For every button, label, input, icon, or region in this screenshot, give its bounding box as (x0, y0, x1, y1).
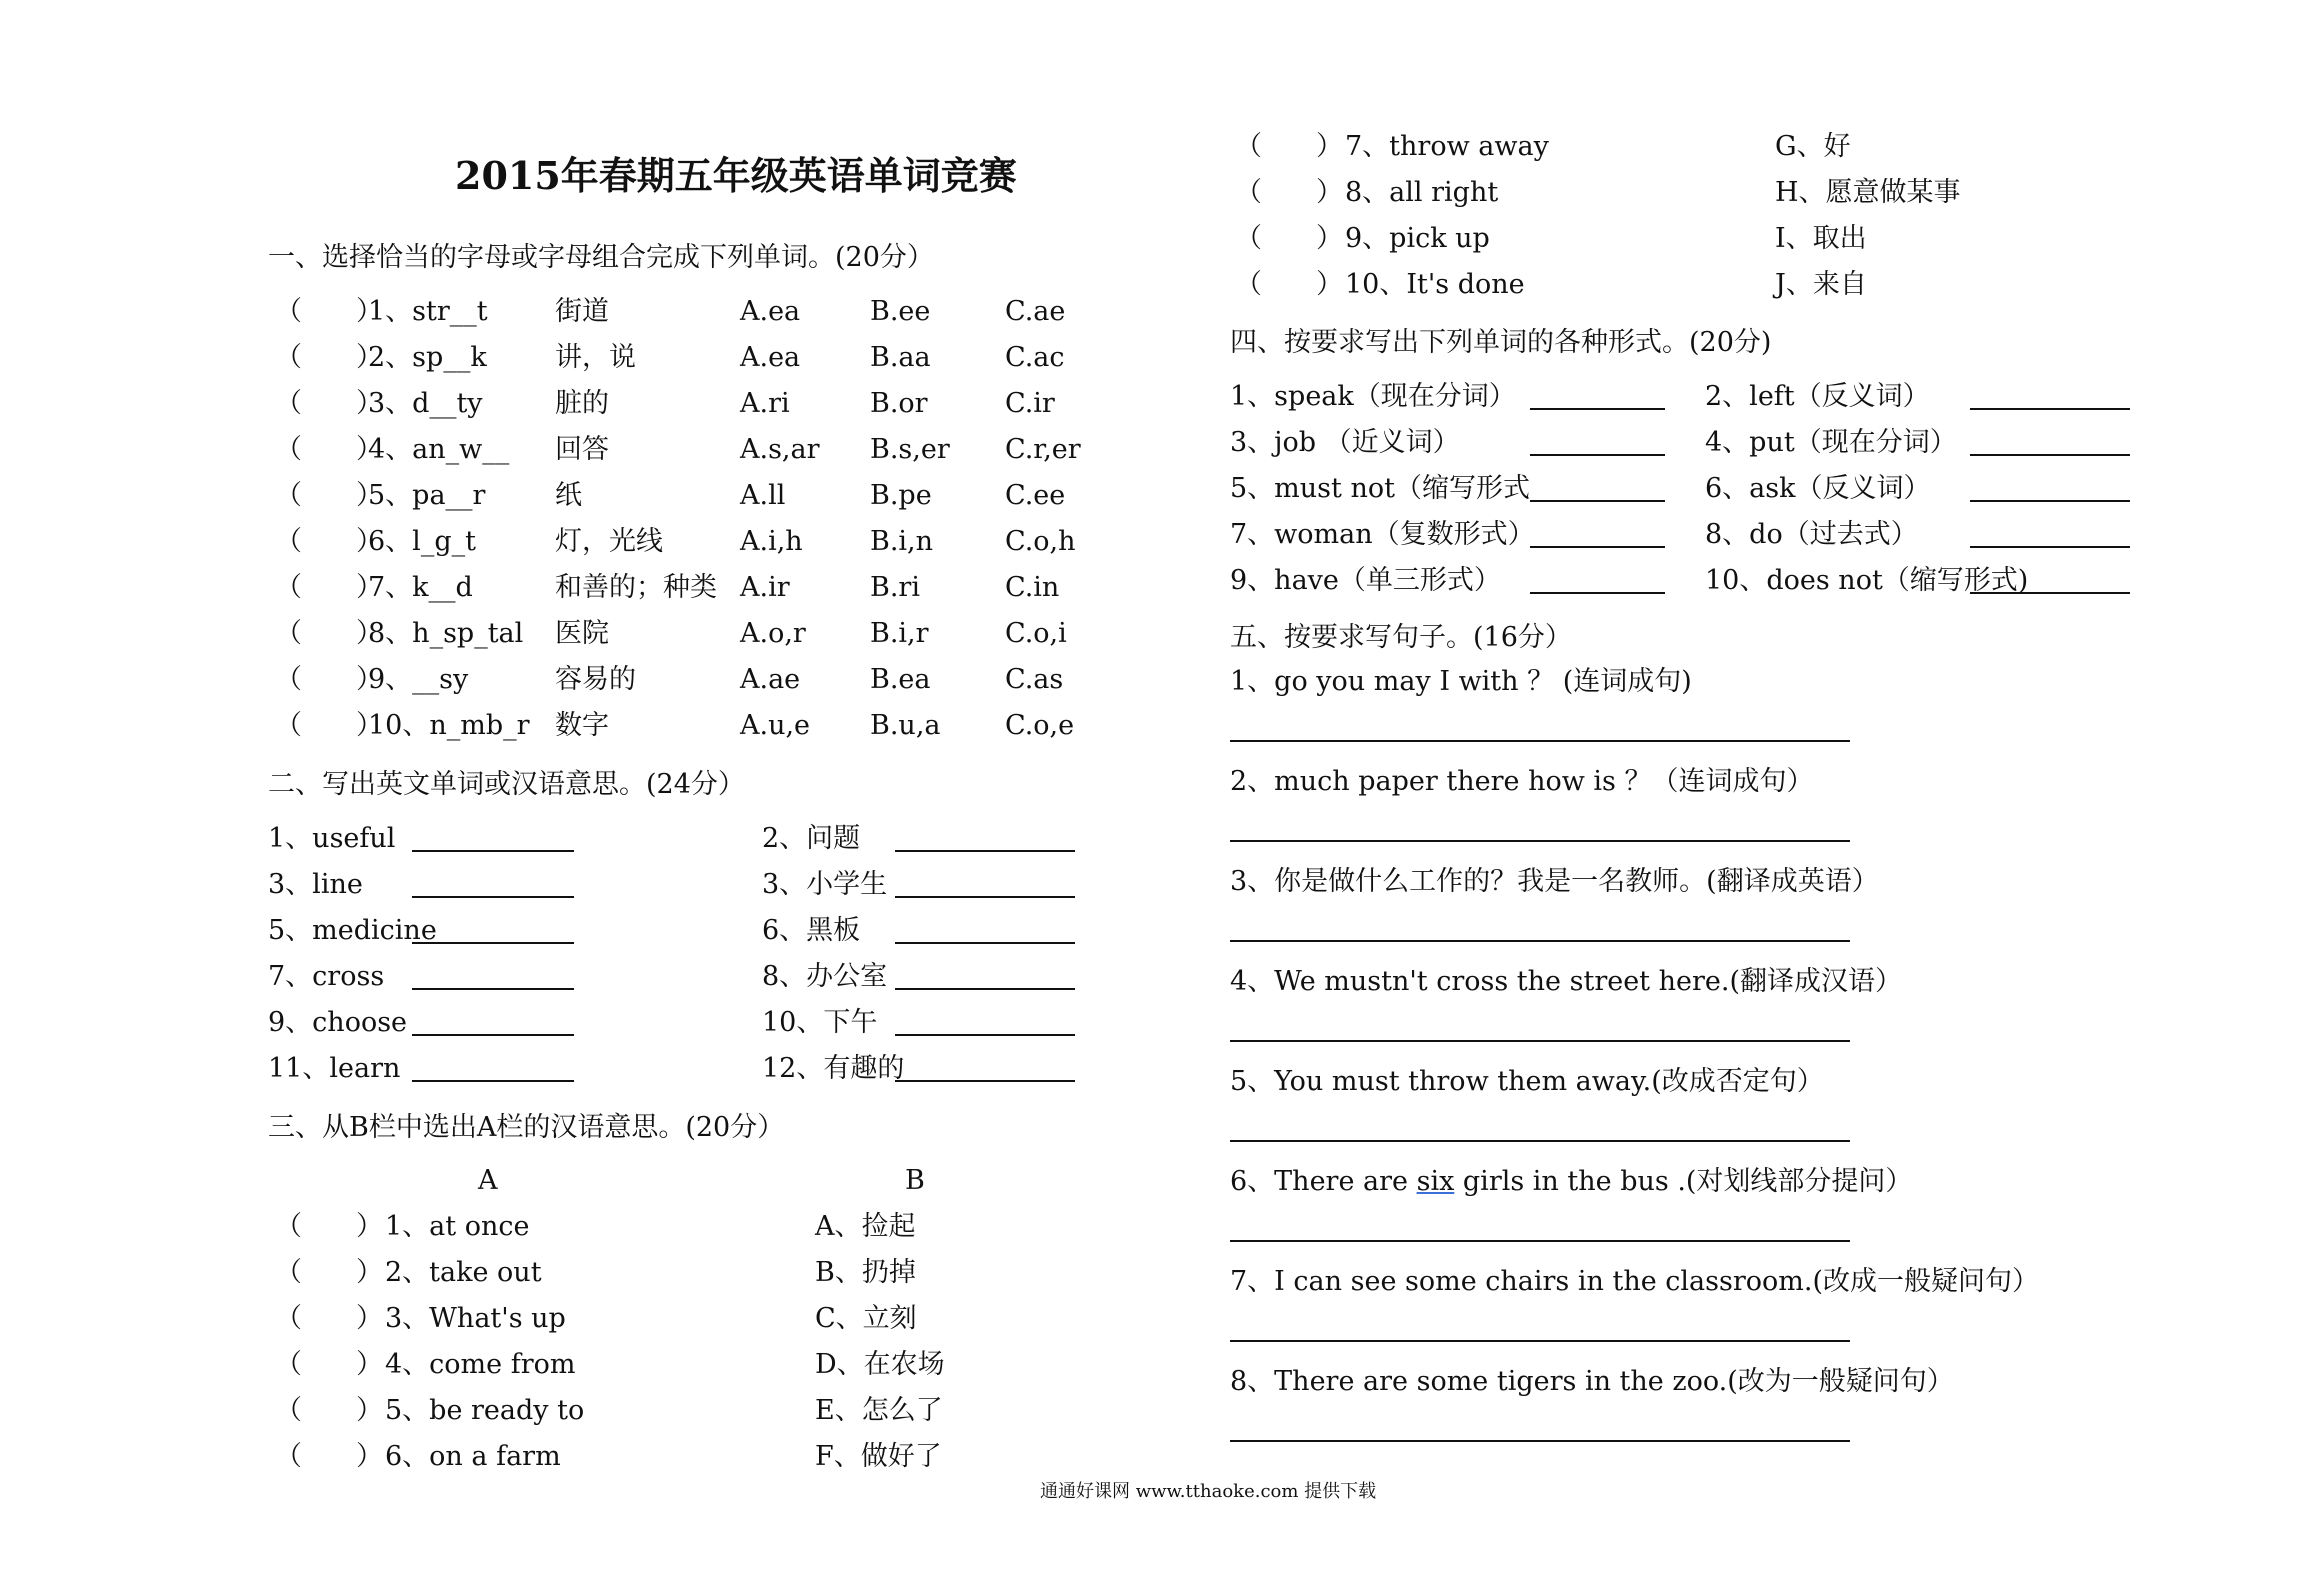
answer-blank[interactable] (1970, 454, 2130, 456)
option-c: C.ir (1005, 388, 1055, 419)
option-c: C.ac (1005, 342, 1065, 373)
answer-paren[interactable]: （ ） (275, 572, 383, 603)
answer-paren[interactable]: （ ） (275, 1257, 383, 1288)
form-prompt: 4、put（现在分词） (1705, 427, 1957, 458)
answer-blank[interactable] (1970, 546, 2130, 548)
chinese-meaning: 脏的 (555, 388, 609, 419)
word-prompt: 2、问题 (762, 823, 861, 854)
match-item-b: C、立刻 (815, 1303, 917, 1334)
word-prompt: 10、下午 (762, 1007, 878, 1038)
option-c: C.in (1005, 572, 1060, 603)
sentence-task: 7、I can see some chairs in the classroom.(改成一般疑问句） (1230, 1266, 2039, 1297)
answer-blank[interactable] (895, 850, 1075, 852)
answer-blank[interactable] (412, 1034, 574, 1036)
section-4-heading: 四、按要求写出下列单词的各种形式。(20分) (1230, 327, 1772, 358)
form-prompt: 9、have（单三形式） (1230, 565, 1501, 596)
option-a: A.ea (740, 296, 801, 327)
answer-line[interactable] (1230, 1340, 1850, 1342)
option-a: A.s,ar (740, 434, 820, 465)
answer-line[interactable] (1230, 1140, 1850, 1142)
answer-paren[interactable]: （ ） (275, 388, 383, 419)
question-word: 6、l_g_t (368, 526, 476, 557)
chinese-meaning: 纸 (555, 480, 582, 511)
option-a: A.ea (740, 342, 801, 373)
answer-blank[interactable] (412, 942, 574, 944)
option-a: A.ir (740, 572, 790, 603)
question-word: 7、k__d (368, 572, 473, 603)
answer-paren[interactable]: （ ） (1235, 177, 1343, 208)
option-b: B.or (870, 388, 928, 419)
answer-blank[interactable] (1530, 500, 1665, 502)
answer-line[interactable] (1230, 1040, 1850, 1042)
option-b: B.s,er (870, 434, 950, 465)
question-word: 2、sp__k (368, 342, 487, 373)
option-b: B.pe (870, 480, 932, 511)
answer-paren[interactable]: （ ） (275, 1441, 383, 1472)
answer-blank[interactable] (1530, 592, 1665, 594)
match-item-a: 4、come from (385, 1349, 576, 1380)
chinese-meaning: 医院 (555, 618, 609, 649)
answer-paren[interactable]: （ ） (275, 1303, 383, 1334)
match-item-a: 9、pick up (1345, 223, 1490, 254)
question-word: 1、str__t (368, 296, 488, 327)
match-item-b: B、扔掉 (815, 1257, 916, 1288)
underlined-word: six (1416, 1166, 1455, 1197)
option-a: A.ae (740, 664, 801, 695)
match-item-a: 7、throw away (1345, 131, 1549, 162)
answer-line[interactable] (1230, 940, 1850, 942)
match-item-a: 8、all right (1345, 177, 1499, 208)
option-b: B.u,a (870, 710, 941, 741)
answer-blank[interactable] (895, 942, 1075, 944)
option-c: C.ae (1005, 296, 1066, 327)
option-a: A.ll (740, 480, 786, 511)
match-item-b: D、在农场 (815, 1349, 945, 1380)
chinese-meaning: 回答 (555, 434, 609, 465)
form-prompt: 7、woman（复数形式） (1230, 519, 1535, 550)
answer-blank[interactable] (1530, 454, 1665, 456)
match-item-b: E、怎么了 (815, 1395, 943, 1426)
answer-line[interactable] (1230, 740, 1850, 742)
match-item-b: I、取出 (1775, 223, 1867, 254)
answer-paren[interactable]: （ ） (275, 296, 383, 327)
question-word: 9、__sy (368, 664, 469, 695)
section-1-heading: 一、选择恰当的字母或字母组合完成下列单词。(20分） (268, 242, 934, 273)
sentence-task: 3、你是做什么工作的？我是一名教师。(翻译成英语） (1230, 866, 1879, 897)
option-b: B.ri (870, 572, 920, 603)
answer-line[interactable] (1230, 840, 1850, 842)
chinese-meaning: 容易的 (555, 664, 636, 695)
answer-paren[interactable]: （ ） (275, 342, 383, 373)
option-c: C.o,i (1005, 618, 1067, 649)
match-item-b: A、捡起 (815, 1211, 916, 1242)
answer-paren[interactable]: （ ） (275, 480, 383, 511)
answer-paren[interactable]: （ ） (275, 434, 383, 465)
answer-line[interactable] (1230, 1240, 1850, 1242)
match-item-a: 6、on a farm (385, 1441, 561, 1472)
answer-blank[interactable] (895, 988, 1075, 990)
form-prompt: 8、do（过去式） (1705, 519, 1918, 550)
option-b: B.ee (870, 296, 931, 327)
option-c: C.o,e (1005, 710, 1075, 741)
answer-blank[interactable] (1530, 408, 1665, 410)
form-prompt: 2、left（反义词） (1705, 381, 1930, 412)
sentence-task: 2、much paper there how is ？（连词成句） (1230, 766, 1814, 797)
chinese-meaning: 灯，光线 (555, 526, 663, 557)
answer-paren[interactable]: （ ） (275, 1349, 383, 1380)
answer-blank[interactable] (1970, 500, 2130, 502)
word-prompt: 1、useful (268, 823, 396, 854)
match-item-b: J、来自 (1775, 269, 1867, 300)
form-prompt: 10、does not（缩写形式) (1705, 565, 2029, 596)
option-c: C.as (1005, 664, 1064, 695)
column-b-header: B (905, 1165, 925, 1196)
option-a: A.o,r (740, 618, 806, 649)
answer-blank[interactable] (412, 850, 574, 852)
word-prompt: 11、learn (268, 1053, 401, 1084)
answer-paren[interactable]: （ ） (275, 1211, 383, 1242)
option-a: A.i,h (740, 526, 803, 557)
answer-blank[interactable] (412, 896, 574, 898)
answer-paren[interactable]: （ ） (1235, 269, 1343, 300)
answer-blank[interactable] (895, 896, 1075, 898)
option-b: B.i,r (870, 618, 929, 649)
match-item-a: 3、What's up (385, 1303, 566, 1334)
section-3-heading: 三、从B栏中选出A栏的汉语意思。(20分） (268, 1112, 785, 1143)
answer-paren[interactable]: （ ） (275, 1395, 383, 1426)
match-item-a: 2、take out (385, 1257, 542, 1288)
sentence-task: 5、You must throw them away.(改成否定句） (1230, 1066, 1824, 1097)
column-a-header: A (478, 1165, 498, 1196)
answer-blank[interactable] (895, 1034, 1075, 1036)
sentence-task: 8、There are some tigers in the zoo.(改为一般疑问句） (1230, 1366, 1954, 1397)
word-prompt: 8、办公室 (762, 961, 888, 992)
option-c: C.o,h (1005, 526, 1076, 557)
sentence-task: 1、go you may I with ？ (连词成句) (1230, 666, 1692, 697)
footer-credit: 通通好课网 www.tthaoke.com 提供下载 (1040, 1481, 1377, 1502)
chinese-meaning: 讲，说 (555, 342, 636, 373)
sentence-task: 6、There are six girls in the bus .(对划线部分提问） (1230, 1166, 1913, 1197)
option-a: A.u,e (740, 710, 811, 741)
form-prompt: 3、job （近义词） (1230, 427, 1460, 458)
answer-paren[interactable]: （ ） (275, 710, 383, 741)
page-title: 2015年春期五年级英语单词竞赛 (455, 153, 1017, 198)
option-b: B.ea (870, 664, 931, 695)
match-item-a: 10、It's done (1345, 269, 1525, 300)
option-b: B.i,n (870, 526, 934, 557)
answer-paren[interactable]: （ ） (275, 526, 383, 557)
match-item-a: 1、at once (385, 1211, 530, 1242)
match-item-b: G、好 (1775, 131, 1851, 162)
answer-paren[interactable]: （ ） (275, 664, 383, 695)
match-item-b: F、做好了 (815, 1441, 942, 1472)
answer-blank[interactable] (1970, 408, 2130, 410)
form-prompt: 1、speak（现在分词） (1230, 381, 1516, 412)
word-prompt: 3、line (268, 869, 363, 900)
option-b: B.aa (870, 342, 931, 373)
option-a: A.ri (740, 388, 790, 419)
word-prompt: 7、cross (268, 961, 385, 992)
question-word: 4、an_w__ (368, 434, 510, 465)
answer-paren[interactable]: （ ） (1235, 223, 1343, 254)
answer-blank[interactable] (1530, 546, 1665, 548)
option-c: C.ee (1005, 480, 1066, 511)
question-word: 10、n_mb_r (368, 710, 530, 741)
question-word: 3、d__ty (368, 388, 483, 419)
word-prompt: 3、小学生 (762, 869, 888, 900)
answer-blank[interactable] (412, 1080, 574, 1082)
answer-blank[interactable] (412, 988, 574, 990)
answer-line[interactable] (1230, 1440, 1850, 1442)
question-word: 5、pa__r (368, 480, 486, 511)
option-c: C.r,er (1005, 434, 1081, 465)
word-prompt: 12、有趣的 (762, 1053, 905, 1084)
section-2-heading: 二、写出英文单词或汉语意思。(24分） (268, 769, 745, 800)
sentence-task: 4、We mustn't cross the street here.(翻译成汉语） (1230, 966, 1902, 997)
section-5-heading: 五、按要求写句子。(16分） (1230, 622, 1572, 653)
answer-paren[interactable]: （ ） (1235, 131, 1343, 162)
form-prompt: 6、ask（反义词） (1705, 473, 1931, 504)
chinese-meaning: 和善的；种类 (555, 572, 717, 603)
answer-blank[interactable] (895, 1080, 1075, 1082)
chinese-meaning: 数字 (555, 710, 609, 741)
word-prompt: 6、黑板 (762, 915, 861, 946)
match-item-a: 5、be ready to (385, 1395, 585, 1426)
match-item-b: H、愿意做某事 (1775, 177, 1961, 208)
answer-blank[interactable] (1970, 592, 2130, 594)
answer-paren[interactable]: （ ） (275, 618, 383, 649)
question-word: 8、h_sp_tal (368, 618, 524, 649)
word-prompt: 9、choose (268, 1007, 408, 1038)
word-prompt: 5、medicine (268, 915, 437, 946)
form-prompt: 5、must not（缩写形式 (1230, 473, 1530, 504)
chinese-meaning: 街道 (555, 296, 609, 327)
